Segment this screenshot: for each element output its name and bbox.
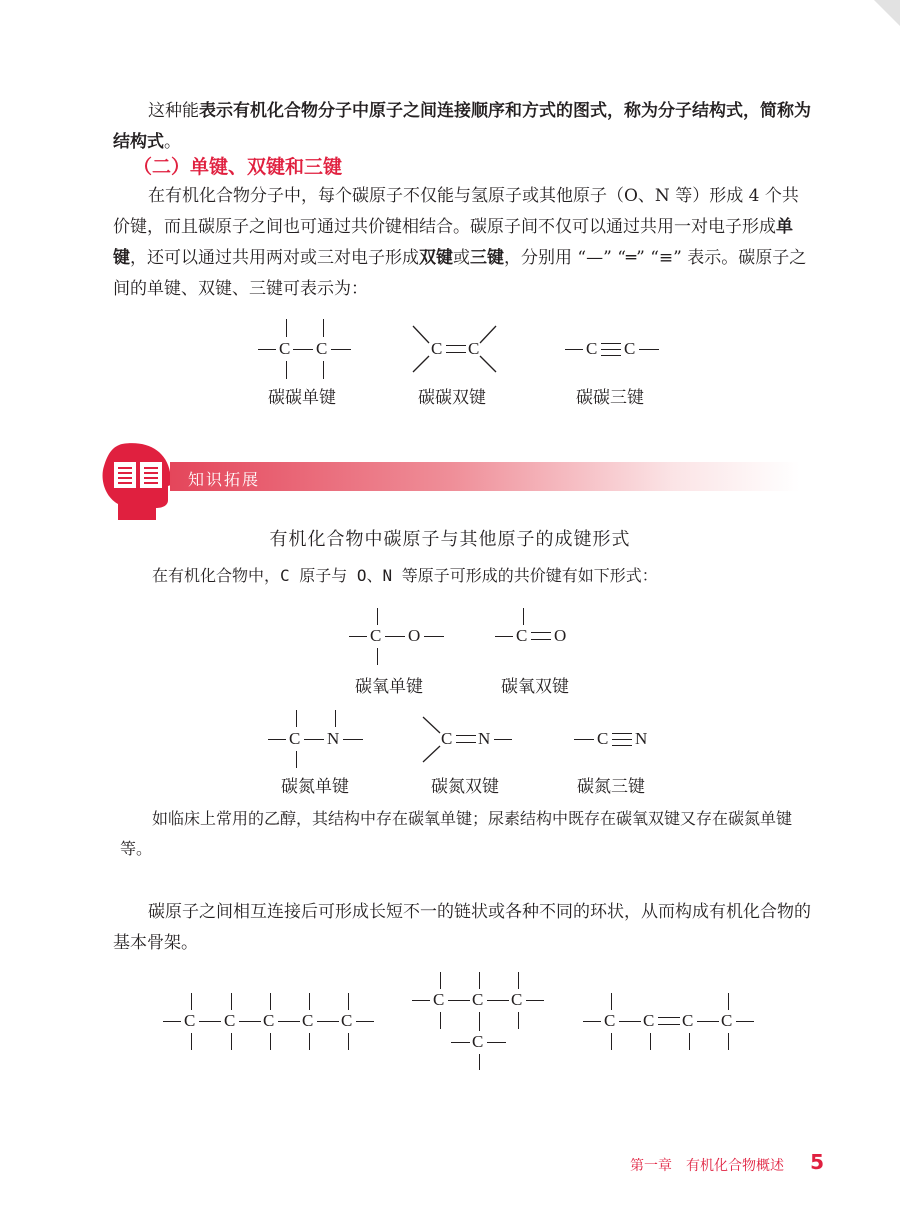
caption-co-double: 碳氧双键	[501, 677, 569, 697]
bonds-double: 双键	[419, 248, 453, 268]
banner-label: 知识拓展	[188, 470, 261, 489]
bonds-triple: 三键	[470, 248, 504, 268]
bond-diagonal	[423, 746, 440, 762]
box-line-1: 在有机化合物中，C 原子与 O、N 等原子可形成的共价键有如下形式：	[152, 566, 658, 585]
caption-co-single: 碳氧单键	[355, 677, 423, 697]
page-number: 5	[810, 1150, 824, 1174]
intro-lead: 这种能	[148, 101, 199, 121]
chains-paragraph: 碳原子之间相互连接后可形成长短不一的链状或各种不同的环状，从而构成有机化合物的基本骨架。	[113, 902, 811, 953]
bonds-p1: 在有机化合物分子中，每个碳原子不仅能与氢原子或其他原子（O、N 等）形成 4 个共价键，而且碳原子之间也可通过共价键相结合。碳原子间不仅可以通过共用一对电子形成	[113, 186, 799, 237]
bonds-or: 或	[453, 248, 470, 268]
caption-cn-single: 碳氮单键	[281, 777, 349, 797]
caption-cc-triple: 碳碳三键	[576, 388, 644, 408]
banner-bar	[170, 462, 800, 491]
caption-cc-single: 碳碳单键	[268, 388, 336, 408]
bond-diagonal	[413, 356, 429, 372]
knowledge-banner	[100, 438, 800, 522]
bonds-p3: ，分别用 “—” “═” “≡” 表示。碳原子之间的单键、双键、三键可表示为：	[113, 248, 807, 299]
intro-tail: 。	[164, 132, 181, 152]
footer-chapter: 第一章 有机化合物概述	[630, 1158, 784, 1174]
bond-diagonal	[413, 326, 429, 343]
section-heading: （二）单键、双键和三键	[133, 156, 343, 178]
bond-diagonal	[480, 356, 496, 372]
bonds-single: 单键	[113, 217, 793, 268]
intro-bold: 表示有机化合物分子中原子之间连接顺序和方式的图式，称为分子结构式，简称为结构式	[113, 101, 811, 152]
box-title: 有机化合物中碳原子与其他原子的成键形式	[269, 529, 631, 550]
caption-cn-triple: 碳氮三键	[577, 777, 645, 797]
bond-diagonal	[480, 326, 496, 343]
box-line-2: 如临床上常用的乙醇，其结构中存在碳氧单键；尿素结构中既存在碳氧双键又存在碳氮单键等。	[120, 809, 793, 858]
bond-diagonal	[423, 717, 440, 733]
bonds-p2: ，还可以通过共用两对或三对电子形成	[130, 248, 419, 268]
caption-cc-double: 碳碳双键	[418, 388, 486, 408]
caption-cn-double: 碳氮双键	[431, 777, 499, 797]
